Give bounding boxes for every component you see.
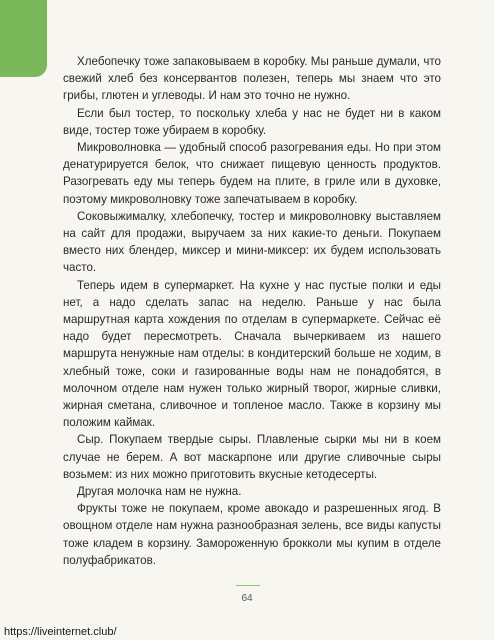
page-number: 64 [241, 593, 253, 604]
paragraph: Хлебопечку тоже запаковываем в коробку. Мы раньше думали, что свежий хлеб без консервантов полезен, теперь мы знаем что это грибы, глютен и углеводы. И нам это точно не нужно. [63, 55, 441, 103]
paragraph: Сыр. Покупаем твердые сыры. Плавленые сырки мы ни в коем случае не берем. А вот маскарпоне или другие сливочные сыры возьмем: из них можно приготовить вкусные кетодесерты. [63, 433, 441, 481]
page-number-rule [236, 585, 260, 586]
paragraph: Микроволновка — удобный способ разогревания еды. Но при этом денатурируется белок, что снижает пищевую ценность продуктов. Разогревать еду мы теперь будем на плите, в гриле или в духовке, поэтому микроволновку тоже запечатываем в коробку. [63, 141, 441, 206]
source-url[interactable]: https://liveinternet.club/ [4, 626, 117, 638]
paragraph: Если был тостер, то поскольку хлеба у нас не будет ни в каком виде, тостер тоже убираем в коробку. [63, 106, 441, 137]
paragraph: Другая молочка нам не нужна. [77, 485, 242, 499]
body-text [63, 53, 441, 569]
paragraph: Фрукты тоже не покупаем, кроме авокадо и разрешенных ягод. В овощном отделе нам нужна разнообразная зелень, все виды капусты тоже кладем в корзину. Замороженную брокколи мы купим в отделе полуфабрикатов. [63, 502, 441, 567]
paragraph: Теперь идем в супермаркет. На кухне у нас пустые полки и еды нет, а надо сделать запас на неделю. Раньше у нас была маршрутная карта хождения по отделам в супермаркете. Сейчас её надо будет пересмотреть. Сначала вычеркиваем из нашего маршрута ненужные нам отделы: в кондитерский больше не ходим, в хлебный тоже, соки и газированные воды нам не понадобятся, в молочном отделе нам нужен только жирный творог, жирные сливки, жирная сметана, сливочное и топленое масло. Также в корзину мы положим каймак. [63, 278, 441, 430]
corner-tab [0, 0, 47, 77]
paragraph: Соковыжималку, хлебопечку, тостер и микроволновку выставляем на сайт для продажи, выручаем за них какие-то деньги. Покупаем вместо них блендер, миксер и мини-миксер: их будем использовать часто. [63, 209, 441, 275]
